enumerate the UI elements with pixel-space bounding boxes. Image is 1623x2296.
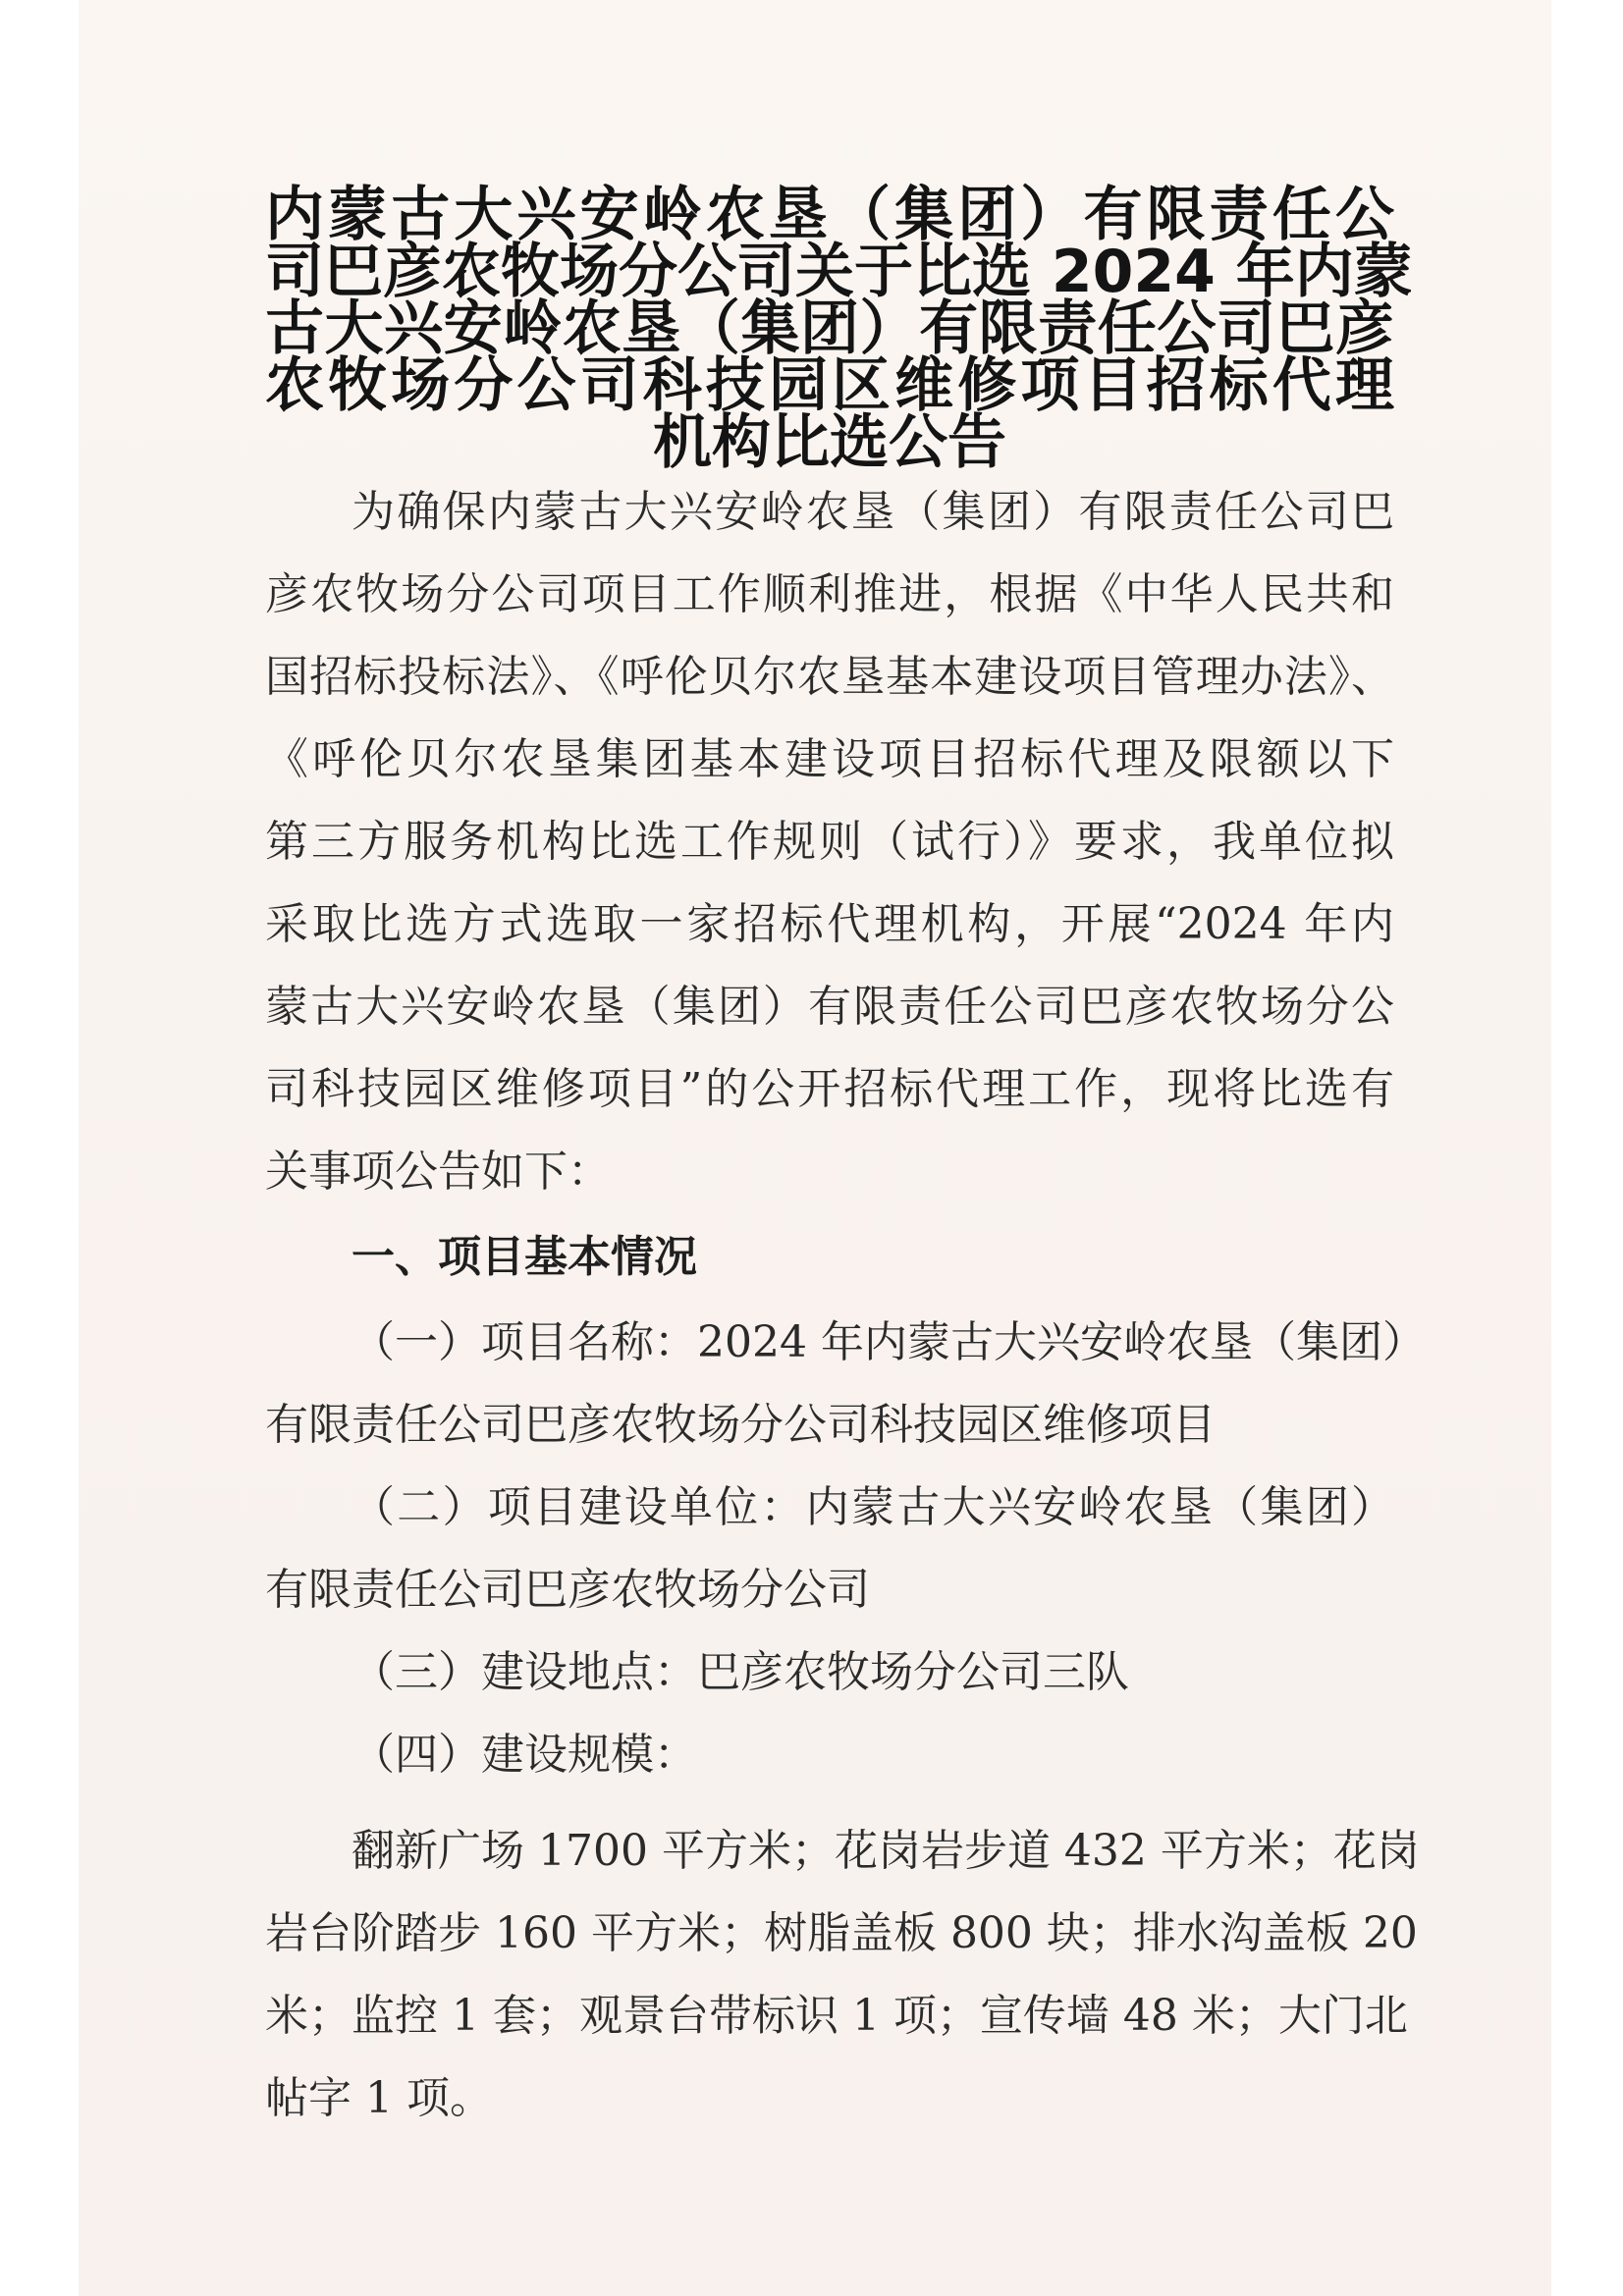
section-heading: 一、项目基本情况 [352, 1232, 697, 1282]
project-name-item [265, 1302, 1426, 1467]
paragraph-line: 有限责任公司巴彦农牧场分公司科技园区维修项目 [265, 1400, 1216, 1450]
paragraph-line: 采取比选方式选取一家招标代理机构，开展“2024 年内 [265, 899, 1394, 949]
paragraph-line: 为确保内蒙古大兴安岭农垦（集团）有限责任公司巴 [352, 487, 1394, 537]
paragraph-line: 岩台阶踏步 160 平方米；树脂盖板 800 块；排水沟盖板 20 [265, 1908, 1418, 1958]
intro-paragraph [265, 471, 1394, 1213]
title-line: 内蒙古大兴安岭农垦（集团）有限责任公 [265, 181, 1394, 249]
title-line: 古大兴安岭农垦（集团）有限责任公司巴彦 [265, 294, 1394, 363]
title-line: 机构比选公告 [653, 408, 1006, 477]
construction-scale-item: （四）建设规模： [352, 1730, 697, 1780]
paragraph-line: 蒙古大兴安岭农垦（集团）有限责任公司巴彦农牧场分公 [265, 982, 1394, 1032]
paragraph-line: 翻新广场 1700 平方米；花岗岩步道 432 平方米；花岗 [352, 1826, 1420, 1876]
paragraph-line: 第三方服务机构比选工作规则（试行）》要求，我单位拟 [265, 817, 1394, 867]
document-content [265, 181, 1426, 2140]
paragraph-line: 有限责任公司巴彦农牧场分公司 [265, 1565, 870, 1615]
paragraph-line: 彦农牧场分公司项目工作顺利推进，根据《中华人民共和 [265, 569, 1394, 619]
paragraph-line: （二）项目建设单位：内蒙古大兴安岭农垦（集团） [352, 1482, 1394, 1532]
paragraph-line: 司科技园区维修项目”的公开招标代理工作，现将比选有 [265, 1064, 1394, 1114]
construction-unit-item [265, 1467, 1394, 1631]
title-line: 司巴彦农牧场分公司关于比选 2024 年内蒙 [265, 238, 1413, 306]
title-line: 农牧场分公司科技园区维修项目招标代理 [265, 351, 1394, 420]
paragraph-line: 国招标投标法》、《呼伦贝尔农垦基本建设项目管理办法》、 [265, 652, 1394, 702]
announcement-title [265, 181, 1413, 477]
paragraph-line: 《呼伦贝尔农垦集团基本建设项目招标代理及限额以下 [265, 734, 1394, 784]
construction-site-item: （三）建设地点：巴彦农牧场分公司三队 [352, 1647, 1129, 1697]
paragraph-line: 关事项公告如下： [265, 1147, 611, 1197]
paragraph-line: 米；监控 1 套；观景台带标识 1 项；宣传墙 48 米；大门北 [265, 1991, 1408, 2041]
construction-scale-details [265, 1810, 1420, 2140]
paragraph-line: （一）项目名称：2024 年内蒙古大兴安岭农垦（集团） [352, 1317, 1426, 1367]
paragraph-line: 帖字 1 项。 [265, 2073, 493, 2123]
